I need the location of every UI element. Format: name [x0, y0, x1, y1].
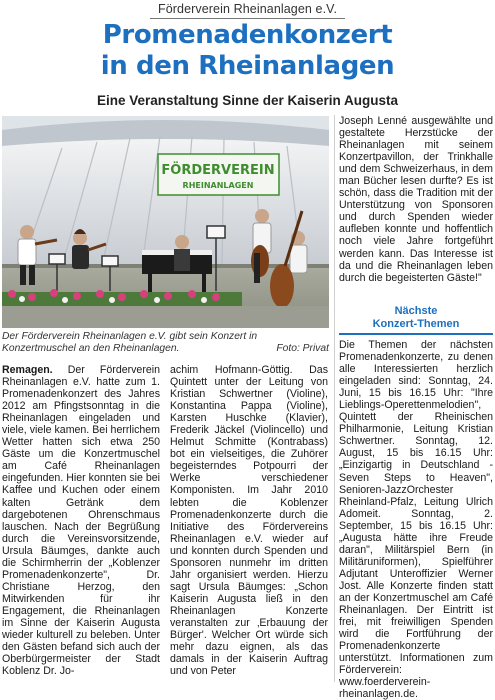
article-paragraph-1 — [2, 364, 160, 677]
article-column-1 — [2, 364, 160, 677]
article-column-2 — [170, 364, 328, 677]
headline-line-2: in den Rheinanlagen — [100, 51, 395, 81]
kicker-rule — [150, 18, 345, 19]
concert-photo-illustration — [2, 116, 329, 328]
sidebar-box-heading — [339, 305, 493, 331]
article-column-1-text: Der Förderverein Rheinanlagen e.V. hatte zum 1. Promenadenkonzert des Jahres 2012 am Pfingstsonntag in die Rheinanlagen eingeladen und viele, viele kamen. Bei herrlichem Wetter hatten sich etwa 250 Gäste um die Konzertmuschel am Café Rheinanlagen eingefunden. Hier konnten sie bei Kaffee und Kuchen oder einem kalten Getränk dem dargebotenen Ohrenschmaus lauschen. Nach der Begrüßung durch die Vereinsvorsitzende, Ursula Bäumges, dankte auch die Schirmherrin der „Koblenzer Promenadenkonzerte", Dr. Christiane Herzog, den Mitwirkenden für ihr Engagement, die Rheinanlagen im Sinne der Kaiserin Augusta wieder kulturell zu beleben. Unter den Gästen befand sich auch der Oberbürgermeister der Stadt Koblenz Dr. Jo- — [2, 364, 160, 678]
article-column-2-text: achim Hofmann-Göttig. Das Quintett unter der Leitung von Kristian Schwertner (Violine), Konstantina Pappa (Violine), Karsten Huschke (Klavier), Frederik Jäckel (Violincello) und Helmut Schmitte (Kontrabass) bot ein vielseitiges, die Zuhörer begeisterndes Potpourri der Werke verschiedener Komponisten. Im Jahr 2010 lebten die Koblenzer Promenadenkonzerte durch die Initiative des Fördervereins Rheinanlagen e.V. wieder auf und konnten durch Spenden und Sponsoren nunmehr im dritten Jahr organisiert werden. Hierzu sagt Ursula Bäumges: „Schon Kaiserin Augusta ließ in den Rheinanlagen Konzerte veranstalten zur ‚Erbauung der Bürger'. Welcher Ort würde sich mehr dazu eignen, als das damals in der Kaiserin Auftrag und von Peter — [170, 364, 328, 678]
headline-line-1: Promenadenkonzert — [102, 20, 393, 50]
subhead: Eine Veranstaltung Sinne der Kaiserin Augusta — [96, 93, 399, 108]
concert-photo — [2, 116, 329, 328]
sidebar-heading-line-2: Konzert-Themen — [372, 318, 460, 330]
article-column-3-text: Joseph Lenné ausgewählte und gestaltete Herzstücke der Rheinanlagen mit seinem Konzertpavillon, der Trinkhalle und dem Schweizerhaus, in dem man Bücher lesen durfte? Es ist schön, dass die Tradition mit der Unterstützung von Sponsoren und durch Spenden wieder aufleben konnte und hoffentlich noch viele Jahre fortgeführt werden kann. Das Interesse ist da und die Rheinanlagen leben durch die begeisterten Gäste!" — [339, 115, 493, 284]
sidebar-box-rule — [339, 333, 493, 335]
sidebar-box-text: Die Themen der nächsten Promenadenkonzerte, zu denen alle Interessierten herzlich eingeladen sind: Sonntag, 24. Juni, 15 bis 16.15 Uhr: "Ihre Lieblings-Operettenmelodien", Quintett der Rheinischen Philharmonie, Leitung Kristian Schwertner. Sonntag, 12. August, 15 bis 16.15 Uhr: „Einzigartig in Deutschland - Seven Steps to Heaven", Senioren-JazzOrchester Rheinland-Pfalz, Leitung Ulrich Adomeit. Sonntag, 2. September, 15 bis 16.15 Uhr: „Augusta hätte ihre Freude daran", Militärspiel Bern (in Militäruniformen), Spielführer Adjutant Unteroffizier Werner Jost. Alle Konzerte finden statt an der Konzertmuschel am Café Rheinanlagen. Der Eintritt ist frei, mit freiwilligen Spenden wird die Fortführung der Promenadenkonzerte unterstützt. Informationen zum Förderverein: www.foerderverein-rheinanlagen.de. — [339, 339, 493, 700]
caption-credit: Foto: Privat — [276, 343, 329, 354]
kicker: Förderverein Rheinanlagen e.V. — [157, 2, 338, 16]
banner-line-2: RHEINANLAGEN — [182, 181, 254, 190]
column-divider — [334, 115, 335, 682]
sidebar-heading-line-1: Nächste — [394, 305, 438, 317]
photo-caption — [2, 331, 329, 355]
dateline: Remagen. — [2, 364, 53, 376]
article-column-3 — [339, 115, 493, 284]
headline — [0, 20, 495, 82]
sidebar-box-body — [339, 339, 493, 700]
banner-line-1: FÖRDERVEREIN — [161, 163, 275, 178]
caption-text: Der Förderverein Rheinanlagen e.V. gibt sein Konzert in Konzertmuschel an den Rheinanlagen. — [2, 331, 258, 354]
